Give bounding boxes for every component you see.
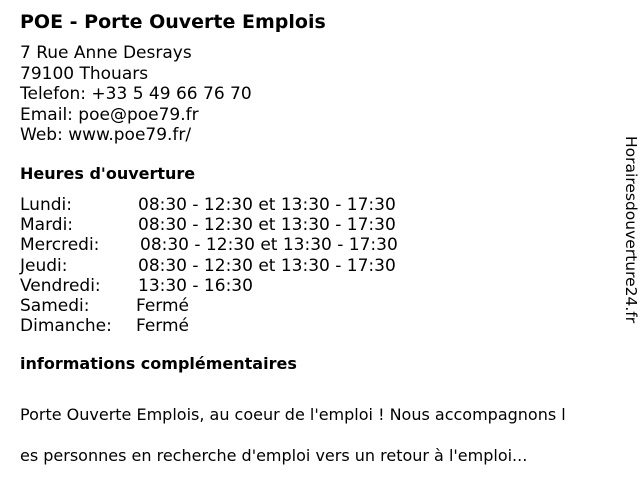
day-label: Mercredi: (20, 235, 100, 256)
day-label: Lundi: (20, 195, 72, 215)
hours-table (20, 195, 398, 336)
hours-row-monday (20, 195, 398, 215)
contact-block (20, 43, 252, 146)
hours-row-saturday (20, 296, 398, 316)
time-value: 13:30 - 16:30 (138, 275, 253, 296)
time-value: Fermé (136, 296, 190, 317)
email-address: Email: poe@poe79.fr (20, 104, 199, 125)
day-label: Samedi: (20, 296, 90, 317)
time-value: 08:30 - 12:30 et 13:30 - 17:30 (138, 195, 396, 215)
business-name: POE - Porte Ouverte Emplois (20, 11, 326, 33)
hours-row-friday (20, 276, 398, 296)
description-line: es personnes en recherche d'emploi vers un retour à l'emploi... (20, 445, 528, 465)
hours-heading: Heures d'ouverture (20, 164, 196, 183)
time-value: 08:30 - 12:30 et 13:30 - 17:30 (140, 235, 398, 256)
hours-row-thursday (20, 256, 398, 276)
phone-number: Telefon: +33 5 49 66 76 70 (20, 84, 252, 104)
street-address: 7 Rue Anne Desrays (20, 43, 192, 63)
info-description (20, 384, 566, 487)
day-label: Dimanche: (20, 316, 112, 337)
city-address: 79100 Thouars (20, 63, 149, 84)
hours-row-wednesday (20, 235, 398, 255)
info-heading: informations complémentaires (20, 354, 297, 373)
hours-row-sunday (20, 316, 398, 336)
time-value: 08:30 - 12:30 et 13:30 - 17:30 (138, 255, 396, 276)
website-address: Web: www.poe79.fr/ (20, 125, 192, 145)
hours-row-tuesday (20, 215, 398, 235)
day-label: Vendredi: (20, 275, 101, 296)
site-watermark: Horairesdouverture24.fr (622, 136, 640, 324)
time-value: Fermé (136, 316, 190, 337)
description-line: Porte Ouverte Emplois, au coeur de l'emploi ! Nous accompagnons l (20, 404, 566, 424)
day-label: Mardi: (20, 215, 74, 236)
day-label: Jeudi: (20, 255, 68, 276)
time-value: 08:30 - 12:30 et 13:30 - 17:30 (138, 215, 396, 236)
